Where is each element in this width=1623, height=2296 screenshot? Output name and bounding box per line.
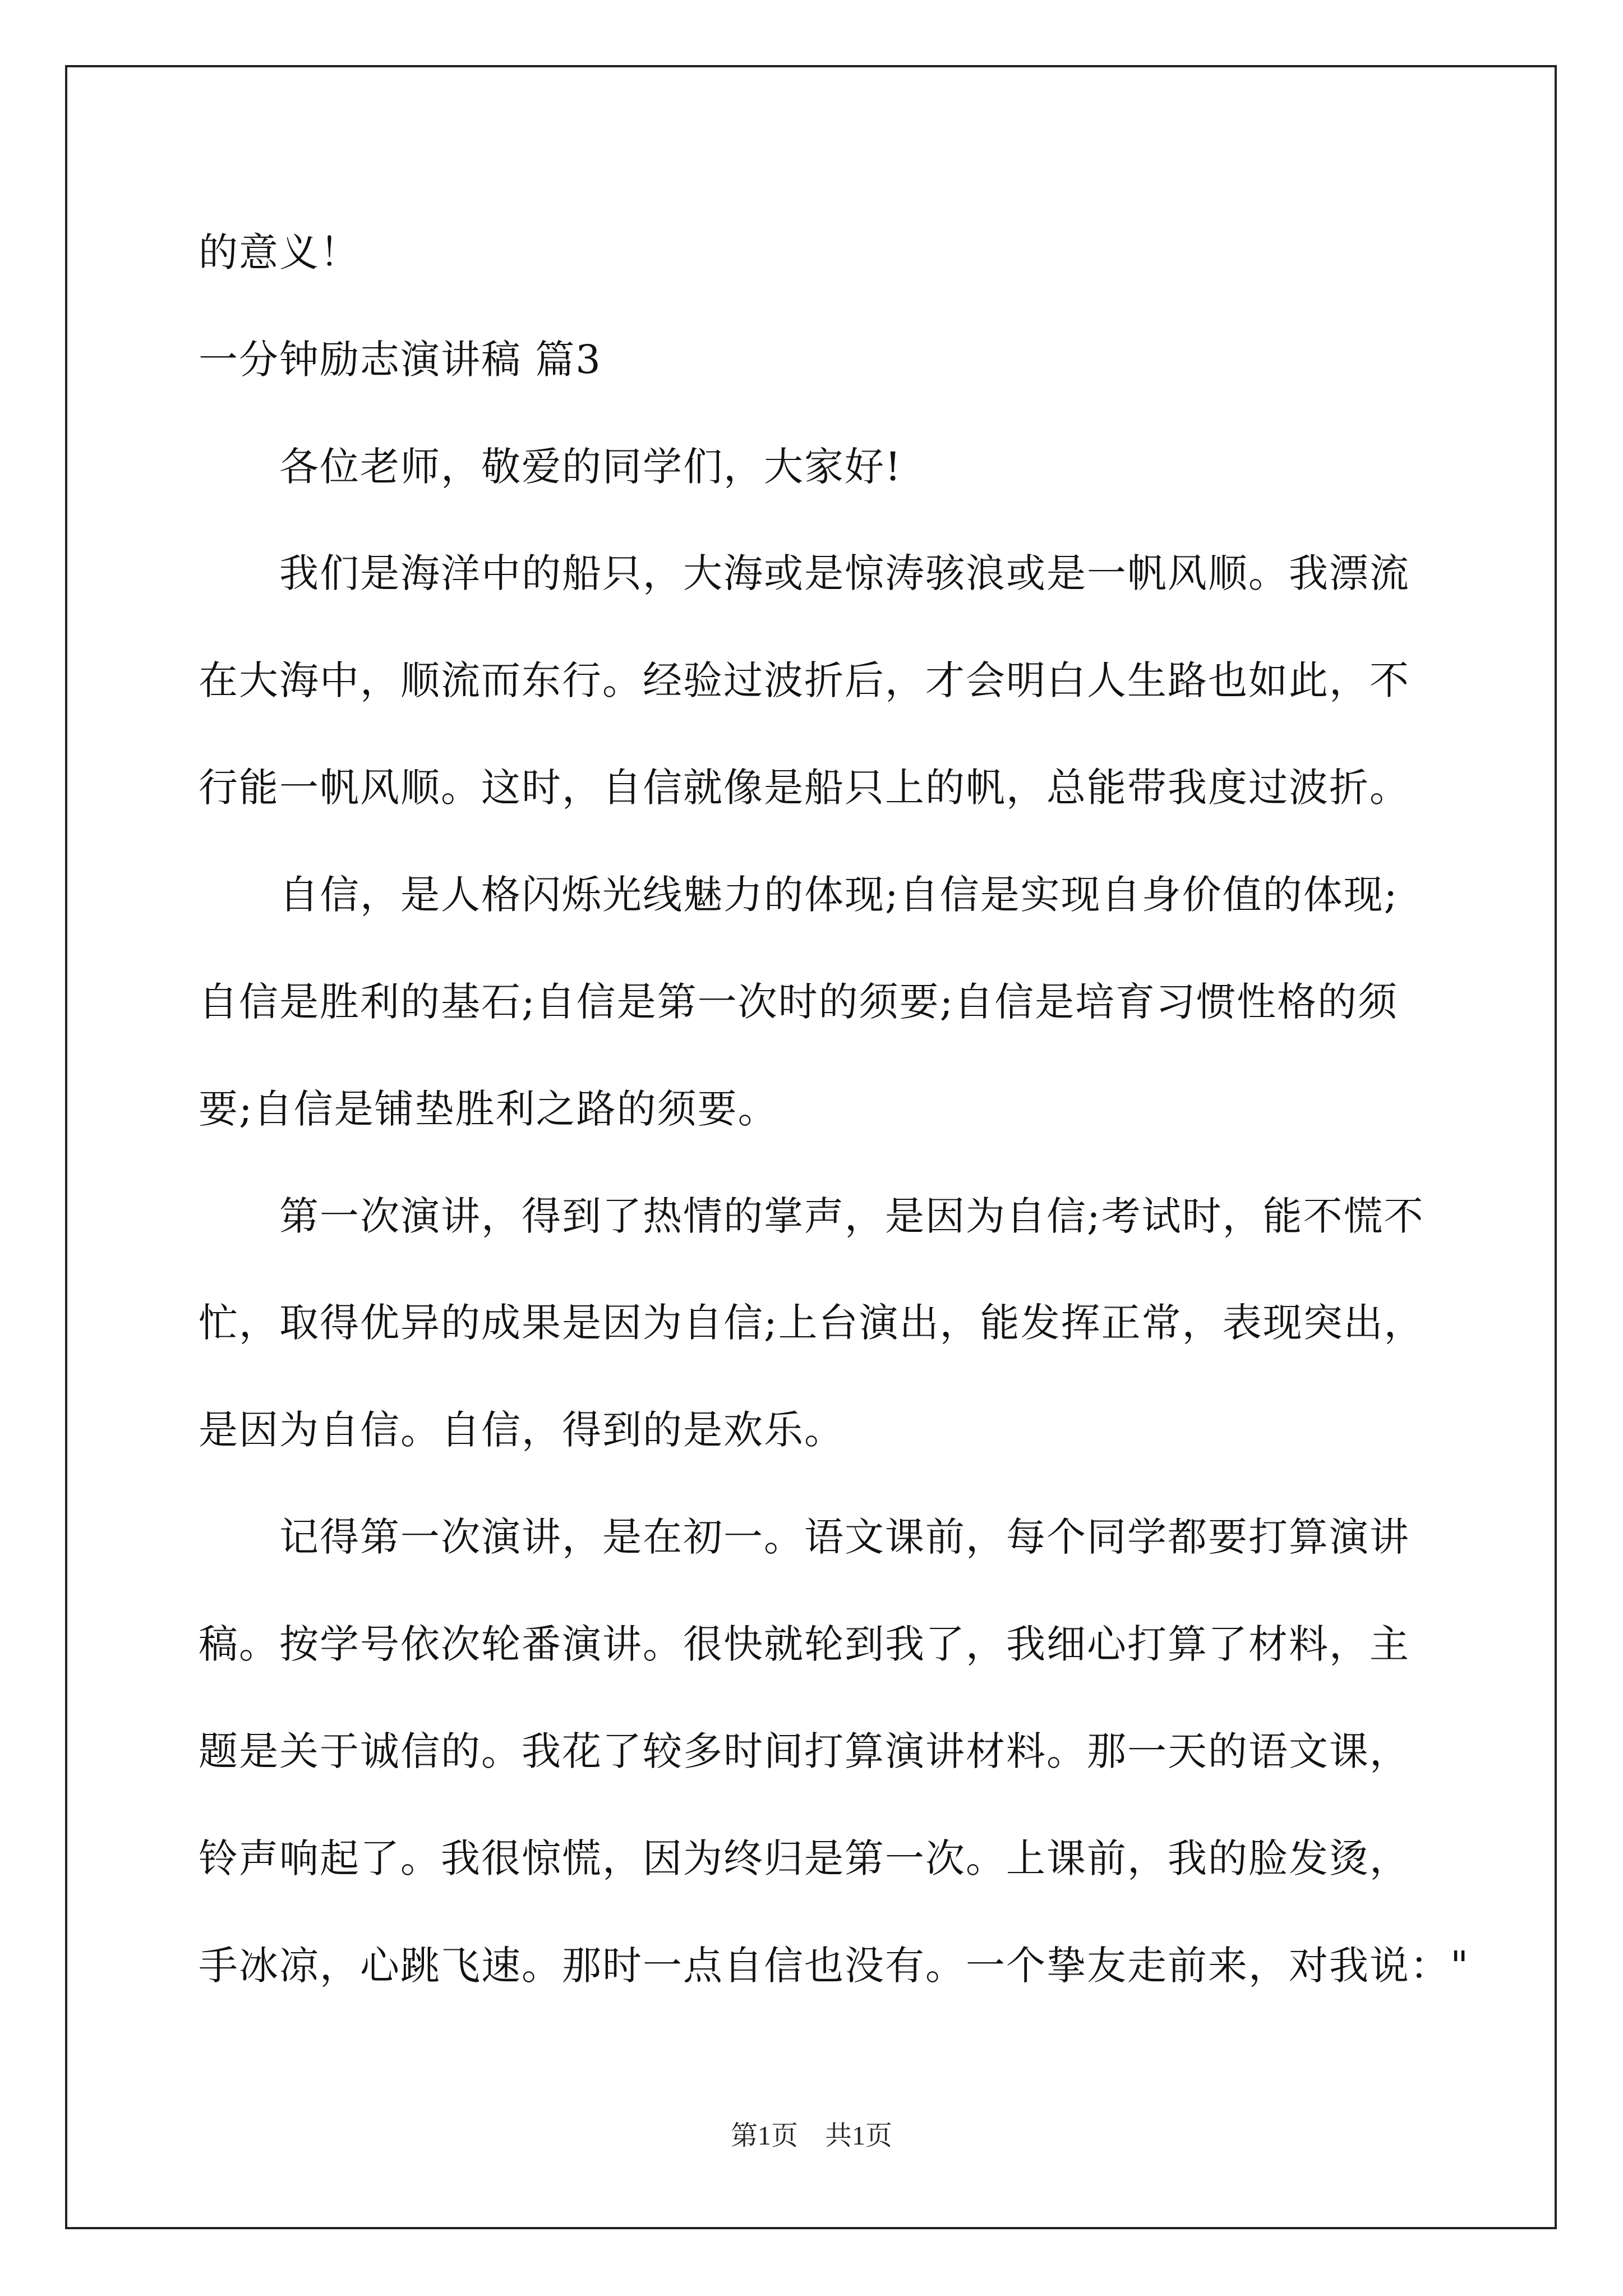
text-line: 的意义！ [199,229,360,275]
text-line: 第一次演讲，得到了热情的掌声，是因为自信;考试时，能不慌不 [199,1193,1424,1239]
text-line: 是因为自信。自信，得到的是欢乐。 [199,1407,845,1453]
text-line: 在大海中，顺流而东行。经验过波折后，才会明白人生路也如此，不 [199,657,1410,703]
text-line: 自信是胜利的基石;自信是第一次时的须要;自信是培育习惯性格的须 [199,979,1399,1025]
text-line: 题是关于诚信的。我花了较多时间打算演讲材料。那一天的语文课， [199,1728,1410,1774]
text-line: 手冰凉，心跳飞速。那时一点自信也没有。一个挚友走前来，对我说：" [199,1943,1470,1989]
section-heading: 一分钟励志演讲稿 篇3 [199,337,602,383]
text-line: 稿。按学号依次轮番演讲。很快就轮到我了，我细心打算了材料，主 [199,1621,1410,1667]
text-line: 铃声响起了。我很惊慌，因为终归是第一次。上课前，我的脸发烫， [199,1835,1410,1881]
text-line: 忙，取得优异的成果是因为自信;上台演出，能发挥正常，表现突出， [199,1300,1424,1346]
text-line: 记得第一次演讲，是在初一。语文课前，每个同学都要打算演讲 [199,1514,1410,1560]
text-line: 我们是海洋中的船只，大海或是惊涛骇浪或是一帆风顺。我漂流 [199,550,1410,596]
text-line: 行能一帆风顺。这时，自信就像是船只上的帆，总能带我度过波折。 [199,765,1410,811]
page-footer: 第1页 共1页 [730,2121,892,2151]
page-border [65,65,1557,2229]
text-line: 自信，是人格闪烁光线魅力的体现;自信是实现自身价值的体现; [199,872,1399,918]
text-line: 各位老师，敬爱的同学们，大家好! [199,444,902,490]
text-line: 要;自信是铺垫胜利之路的须要。 [199,1086,778,1132]
